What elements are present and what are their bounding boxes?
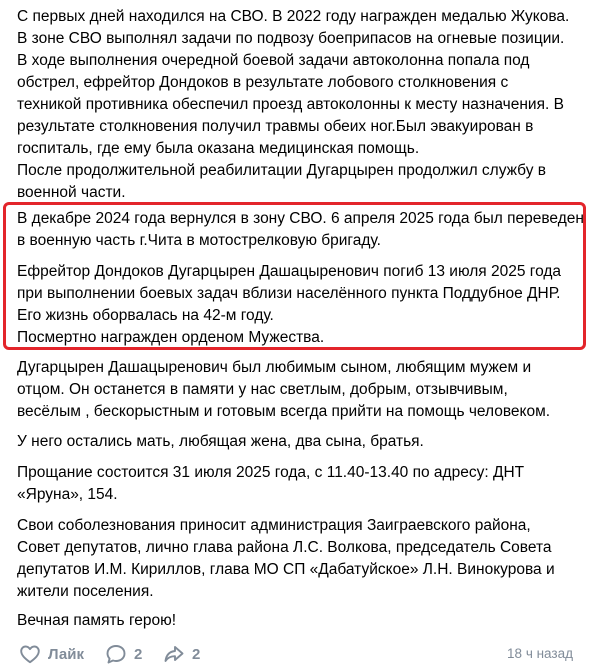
text-line: результате столкновения получил травмы обеих ног.Был эвакуирован в xyxy=(17,118,534,135)
post-footer xyxy=(0,636,595,669)
post-paragraph-6 xyxy=(17,462,524,506)
text-line: при выполнении боевых задач вблизи населённого пункта Поддубное ДНР. xyxy=(17,285,561,302)
heart-icon xyxy=(18,642,42,666)
text-line: В декабре 2024 года вернулся в зону СВО. 6 апреля 2025 года был переведен xyxy=(17,210,584,227)
text-line: Вечная память герою! xyxy=(17,612,177,629)
text-line: С первых дней находился на СВО. В 2022 году награжден медалью Жукова. xyxy=(17,8,570,25)
shares-count: 2 xyxy=(192,645,201,663)
post-paragraph-5 xyxy=(17,431,424,453)
text-line: Его жизнь оборвалась на 42-м году. xyxy=(17,307,274,324)
post-paragraph-4 xyxy=(17,357,550,423)
post-paragraph-2 xyxy=(17,208,584,252)
text-line: жители поселения. xyxy=(17,583,154,600)
text-line: В зоне СВО выполнял задачи по подвозу боеприпасов на огневые позиции. xyxy=(17,30,565,47)
post-paragraph-7 xyxy=(17,515,555,603)
like-button[interactable] xyxy=(18,640,84,668)
like-label: Лайк xyxy=(48,645,84,663)
share-icon xyxy=(162,642,186,666)
text-line: техникой противника обеспечил проезд автоколонны к месту назначения. В xyxy=(17,96,564,113)
text-line: военной части. xyxy=(17,184,126,201)
text-line: Посмертно награжден орденом Мужества. xyxy=(17,329,325,346)
text-line: госпиталь, где ему была оказана медицинская помощь. xyxy=(17,140,420,157)
post-paragraph-8 xyxy=(17,610,176,632)
share-button[interactable] xyxy=(162,640,200,668)
comment-icon xyxy=(104,642,128,666)
text-line: в военную часть г.Чита в мотострелковую бригаду. xyxy=(17,232,381,249)
text-line: «Яруна», 154. xyxy=(17,486,118,503)
text-line: В ходе выполнения очередной боевой задачи автоколонна попала под xyxy=(17,52,530,69)
text-line: После продолжительной реабилитации Дугарцырен продолжил службу в xyxy=(17,162,547,179)
comments-count: 2 xyxy=(134,645,143,663)
post-paragraph-1 xyxy=(17,6,569,204)
post-paragraph-3 xyxy=(17,261,561,349)
text-line: Совет депутатов, лично глава района Л.С. Волкова, председатель Совета xyxy=(17,539,552,556)
comment-button[interactable] xyxy=(104,640,142,668)
post-timestamp: 18 ч назад xyxy=(507,646,573,661)
text-line: обстрел, ефрейтор Дондоков в результате лобового столкновения с xyxy=(17,74,509,91)
text-line: отцом. Он останется в памяти у нас светлым, добрым, отзывчивым, xyxy=(17,381,508,398)
text-line: Прощание состоится 31 июля 2025 года, с 11.40-13.40 по адресу: ДНТ xyxy=(17,464,525,481)
text-line: весёлым , бескорыстным и готовым всегда прийти на помощь человеком. xyxy=(17,403,551,420)
text-line: депутатов И.М. Кириллов, глава МО СП «Дабатуйское» Л.Н. Винокурова и xyxy=(17,561,555,578)
text-line: Ефрейтор Дондоков Дугарцырен Дашацыренович погиб 13 июля 2025 года xyxy=(17,263,562,280)
text-line: Свои соболезнования приносит администрация Заиграевского района, xyxy=(17,517,531,534)
text-line: У него остались мать, любящая жена, два сына, братья. xyxy=(17,433,424,450)
text-line: Дугарцырен Дашацыренович был любимым сыном, любящим мужем и xyxy=(17,359,532,376)
